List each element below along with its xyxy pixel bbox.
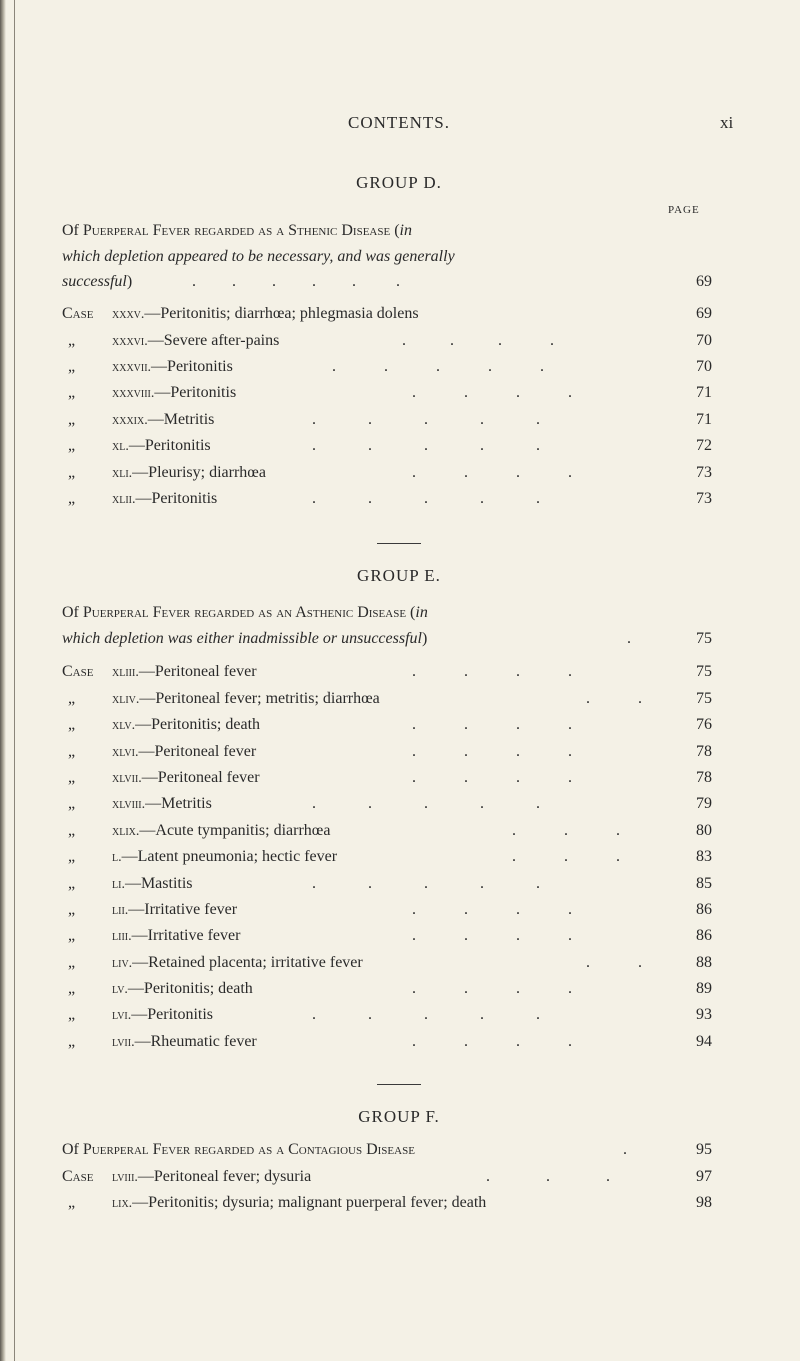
case-roman: xxxix. [112,413,148,428]
case-entry: „ xliv.—Peritoneal fever; metritis; diarrhœa . . 75 [62,690,712,710]
case-entry: „ liii.—Irritative fever . . . . 86 [62,927,712,947]
ditto-mark: „ [68,769,76,786]
ditto-mark: „ [68,716,76,733]
intro-paren-close: ) [126,273,133,290]
intro-prefix: Of [62,604,83,621]
ditto-mark: „ [68,464,76,481]
group-d-heading: GROUP D. [356,173,442,192]
group-e-heading: GROUP E. [357,566,441,585]
case-roman: lvii. [112,1035,135,1050]
case-roman: lvi. [112,1008,132,1023]
case-entry: „ lvi.—Peritonitis . . . . . 93 [62,1006,712,1026]
case-description: —Metritis [147,411,215,428]
case-description: —Retained placenta; irritative fever [132,954,363,971]
intro-caps: Puerperal Fever regarded as an Asthenic Disease [82,604,407,621]
case-description: —Peritoneal fever [141,769,260,786]
group-d-intro-line3: successful) . . . . . . 69 [62,273,712,290]
case-description: —Pleurisy; diarrhœa [132,464,266,481]
intro-caps: Puerperal Fever regarded as a Sthenic Disease [82,222,391,239]
case-entry: „ xl.—Peritonitis . . . . . 72 [62,437,712,457]
case-entry: „ xxxix.—Metritis . . . . . 71 [62,411,712,431]
ditto-mark: „ [68,875,76,892]
case-entry: „ xli.—Pleurisy; diarrhœa . . . . 73 [62,464,712,484]
ditto-mark: „ [68,690,76,707]
page-ref: 93 [696,1006,712,1023]
page-number: xi [720,113,734,132]
intro-paren-close: ) [421,630,428,647]
case-entry: „ liv.—Retained placenta; irritative fever . . 88 [62,954,712,974]
intro-italic: successful [62,273,127,290]
case-roman: xli. [112,466,133,481]
page-ref: 78 [696,743,712,760]
case-entry: Case lviii.—Peritoneal fever; dysuria . . . 97 [62,1168,712,1185]
case-description: —Peritonitis [154,384,237,401]
case-description: —Acute tympanitis; diarrhœa [139,822,331,839]
case-entry: „ xlix.—Acute tympanitis; diarrhœa . . . 80 [62,822,712,842]
page-title: CONTENTS. [347,113,451,132]
case-roman: xlvii. [112,771,142,786]
page-ref: 69 [696,305,712,322]
case-description: —Peritonitis [135,490,218,507]
case-roman: lv. [112,982,128,997]
page-ref: 76 [696,716,712,733]
ditto-mark: „ [68,358,76,375]
case-roman: xliv. [112,692,140,707]
ditto-mark: „ [68,437,76,454]
group-d-intro-line1 [62,222,412,240]
intro-italic: in [399,222,412,239]
case-description: —Peritoneal fever [138,663,257,680]
ditto-mark: „ [68,384,76,401]
page-ref: 70 [696,332,712,349]
ditto-mark: „ [68,1194,76,1211]
page-ref: 86 [696,901,712,918]
page-ref: 85 [696,875,712,892]
case-description: —Severe after-pains [147,332,280,349]
intro-caps: Puerperal Fever regarded as a Contagious Disease [82,1141,415,1158]
page-ref: 73 [696,490,712,507]
page-ref: 98 [696,1194,712,1211]
case-roman: liii. [112,929,132,944]
case-description: —Metritis [145,795,212,812]
page-ref: 80 [696,822,712,839]
ditto-mark: „ [68,1006,76,1023]
case-description: —Latent pneumonia; hectic fever [121,848,338,865]
case-description: —Peritonitis [131,1006,214,1023]
case-entry: „ xlvi.—Peritoneal fever . . . . 78 [62,743,712,763]
page-ref: 94 [696,1033,712,1050]
case-description: —Peritoneal fever; metritis; diarrhœa [139,690,380,707]
case-entry: Case xliii.—Peritoneal fever . . . . 75 [62,663,712,680]
case-entry: „ l.—Latent pneumonia; hectic fever . . . 83 [62,848,712,868]
case-roman: xxxv. [112,307,145,322]
page-ref: 70 [696,358,712,375]
case-roman: xlviii. [112,797,146,812]
case-description: —Peritonitis; death [135,716,261,733]
intro-italic: which depletion was either inadmissible or unsuccessful [62,630,422,647]
page-column-label: PAGE [668,204,700,216]
page-ref: 69 [696,273,712,290]
page-ref: 71 [696,384,712,401]
case-lead: Case [62,305,94,322]
case-roman: xxxvii. [112,360,152,375]
case-description: —Peritonitis; dysuria; malignant puerperal fever; death [132,1194,487,1211]
ditto-mark: „ [68,822,76,839]
case-roman: xlii. [112,492,136,507]
case-roman: l. [112,850,122,865]
case-description: —Peritonitis; diarrhœa; phlegmasia dolens [144,305,419,322]
group-e-intro-line2: which depletion was either inadmissible or unsuccessful) . 75 [62,630,712,647]
ditto-mark: „ [68,490,76,507]
case-entry: „ xlvii.—Peritoneal fever . . . . 78 [62,769,712,789]
case-entry: „ lvii.—Rheumatic fever . . . . 94 [62,1033,712,1053]
case-description: —Peritonitis [128,437,211,454]
case-description: —Irritative fever [131,927,241,944]
case-description: —Peritonitis [151,358,233,375]
page-ref: 72 [696,437,712,454]
page-ref: 89 [696,980,712,997]
ditto-mark: „ [68,954,76,971]
case-roman: xlvi. [112,745,139,760]
case-entry: „ xxxvii.—Peritonitis . . . . . 70 [62,358,712,378]
case-entry: „ xxxvi.—Severe after-pains . . . . 70 [62,332,712,352]
case-description: —Peritonitis; death [127,980,253,997]
page-ref: 97 [696,1168,712,1185]
case-entry: „ li.—Mastitis . . . . . 85 [62,875,712,895]
case-entry: „ xxxviii.—Peritonitis . . . . 71 [62,384,712,404]
ditto-mark: „ [68,848,76,865]
case-entry: „ lii.—Irritative fever . . . . 86 [62,901,712,921]
page-ref: 86 [696,927,712,944]
ditto-mark: „ [68,795,76,812]
page-ref: 75 [696,663,712,680]
page-ref: 71 [696,411,712,428]
case-roman: lviii. [112,1170,138,1185]
case-roman: xlix. [112,824,140,839]
intro-italic: which depletion appeared to be necessary, and was generally [62,248,455,265]
case-description: —Peritoneal fever [138,743,257,760]
case-roman: xl. [112,439,129,454]
case-entry: „ xlii.—Peritonitis . . . . . 73 [62,490,712,510]
page-ref: 75 [696,630,712,647]
case-roman: liv. [112,956,133,971]
page-ref: 79 [696,795,712,812]
intro-italic: in [415,604,428,621]
ditto-mark: „ [68,1033,76,1050]
case-roman: xxxvi. [112,334,148,349]
group-f-heading: GROUP F. [358,1107,440,1126]
group-f-intro: Of Puerperal Fever regarded as a Contagious Disease . 95 [62,1141,712,1158]
case-description: —Peritoneal fever; dysuria [137,1168,312,1185]
section-divider [377,543,421,544]
page-ref: 88 [696,954,712,971]
case-roman: lii. [112,903,129,918]
case-description: —Mastitis [124,875,193,892]
case-entry: „ xlv.—Peritonitis; death . . . . 76 [62,716,712,736]
page-ref: 95 [696,1141,712,1158]
case-description: —Irritative fever [128,901,238,918]
case-roman: lix. [112,1196,133,1211]
ditto-mark: „ [68,411,76,428]
ditto-mark: „ [68,980,76,997]
case-roman: xxxviii. [112,386,155,401]
intro-prefix: Of [62,222,83,239]
ditto-mark: „ [68,743,76,760]
page-ref: 78 [696,769,712,786]
case-entry: „ lv.—Peritonitis; death . . . . 89 [62,980,712,1000]
intro-paren-open: ( [390,222,400,239]
case-entry [62,1194,712,1214]
intro-paren-open: ( [406,604,416,621]
case-lead: Case [62,663,94,680]
case-description: —Rheumatic fever [134,1033,257,1050]
group-e-intro-line1 [62,604,428,622]
case-lead: Case [62,1168,94,1185]
ditto-mark: „ [68,927,76,944]
case-roman: xlv. [112,718,136,733]
case-entry [62,305,712,325]
section-divider [377,1084,421,1085]
intro-prefix: Of [62,1141,83,1158]
group-d-intro-line2 [62,248,455,266]
case-entry: „ xlviii.—Metritis . . . . . 79 [62,795,712,815]
page-ref: 73 [696,464,712,481]
page-ref: 75 [696,690,712,707]
page-ref: 83 [696,848,712,865]
case-roman: xliii. [112,665,139,680]
case-roman: li. [112,877,125,892]
ditto-mark: „ [68,332,76,349]
ditto-mark: „ [68,901,76,918]
